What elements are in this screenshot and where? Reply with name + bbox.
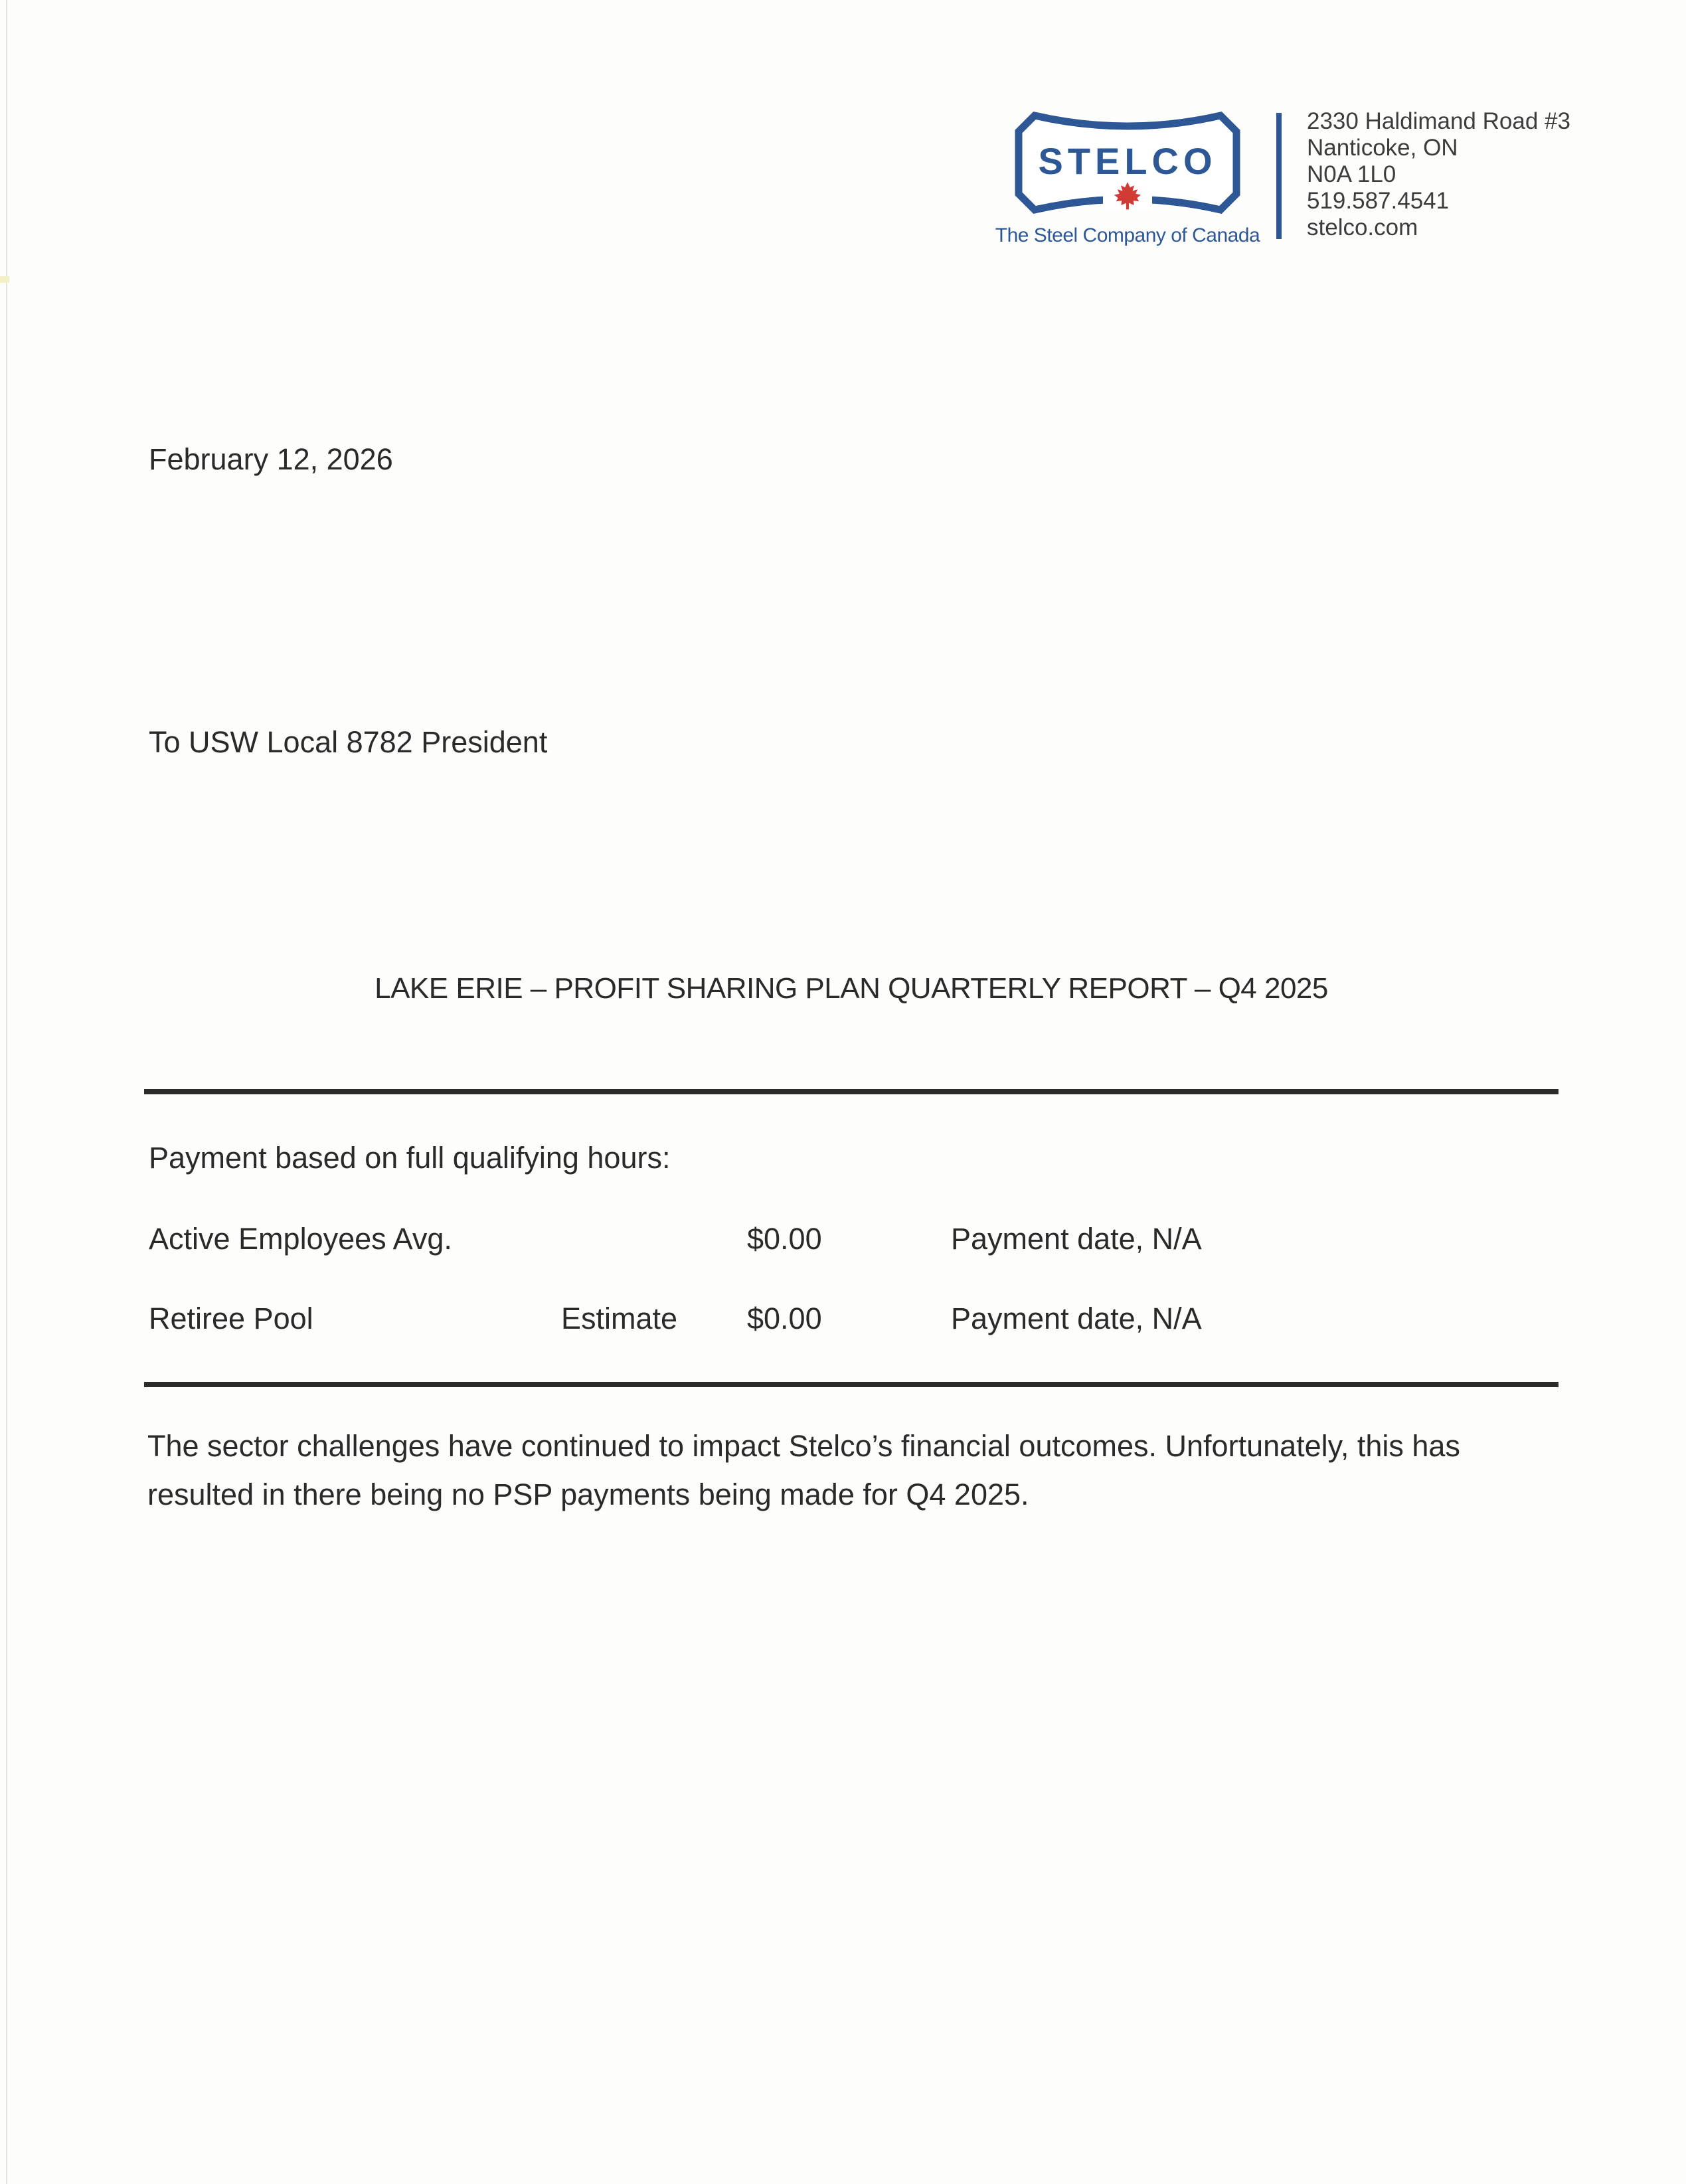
row-label: Retiree Pool	[149, 1302, 313, 1335]
closing-paragraph-line: resulted in there being no PSP payments being made for Q4 2025.	[147, 1477, 1029, 1511]
closing-paragraph-line: The sector challenges have continued to impact Stelco’s financial outcomes. Unfortunately, this has	[147, 1429, 1460, 1463]
company-address-block	[1307, 108, 1570, 241]
header-divider-bar	[1276, 113, 1282, 239]
table-row	[0, 1222, 1686, 1262]
address-line-city: Nanticoke, ON	[1307, 135, 1458, 161]
stelco-logo-badge	[1015, 112, 1240, 221]
section-heading: Payment based on full qualifying hours:	[149, 1141, 671, 1175]
row-qualifier: Estimate	[561, 1302, 678, 1335]
logo-tagline: The Steel Company of Canada	[995, 224, 1260, 246]
address-line-postal: N0A 1L0	[1307, 161, 1396, 187]
row-payment-date: Payment date, N/A	[951, 1302, 1202, 1335]
letter-recipient: To USW Local 8782 President	[149, 725, 548, 759]
letter-title: LAKE ERIE – PROFIT SHARING PLAN QUARTERLY REPORT – Q4 2025	[375, 972, 1328, 1005]
scan-artifact-left-edge	[6, 0, 7, 2184]
horizontal-rule-bottom	[144, 1382, 1559, 1387]
horizontal-rule-top	[144, 1089, 1559, 1094]
row-label: Active Employees Avg.	[149, 1222, 452, 1256]
scan-artifact-yellow-tick	[0, 276, 9, 283]
row-amount: $0.00	[747, 1302, 822, 1335]
address-line-website: stelco.com	[1307, 214, 1418, 240]
row-payment-date: Payment date, N/A	[951, 1222, 1202, 1256]
row-amount: $0.00	[747, 1222, 822, 1256]
letter-date: February 12, 2026	[149, 442, 393, 476]
address-line-phone: 519.587.4541	[1307, 188, 1450, 214]
address-line-street: 2330 Haldimand Road #3	[1307, 108, 1570, 134]
stelco-wordmark: STELCO	[1038, 140, 1217, 182]
table-row	[0, 1302, 1686, 1341]
